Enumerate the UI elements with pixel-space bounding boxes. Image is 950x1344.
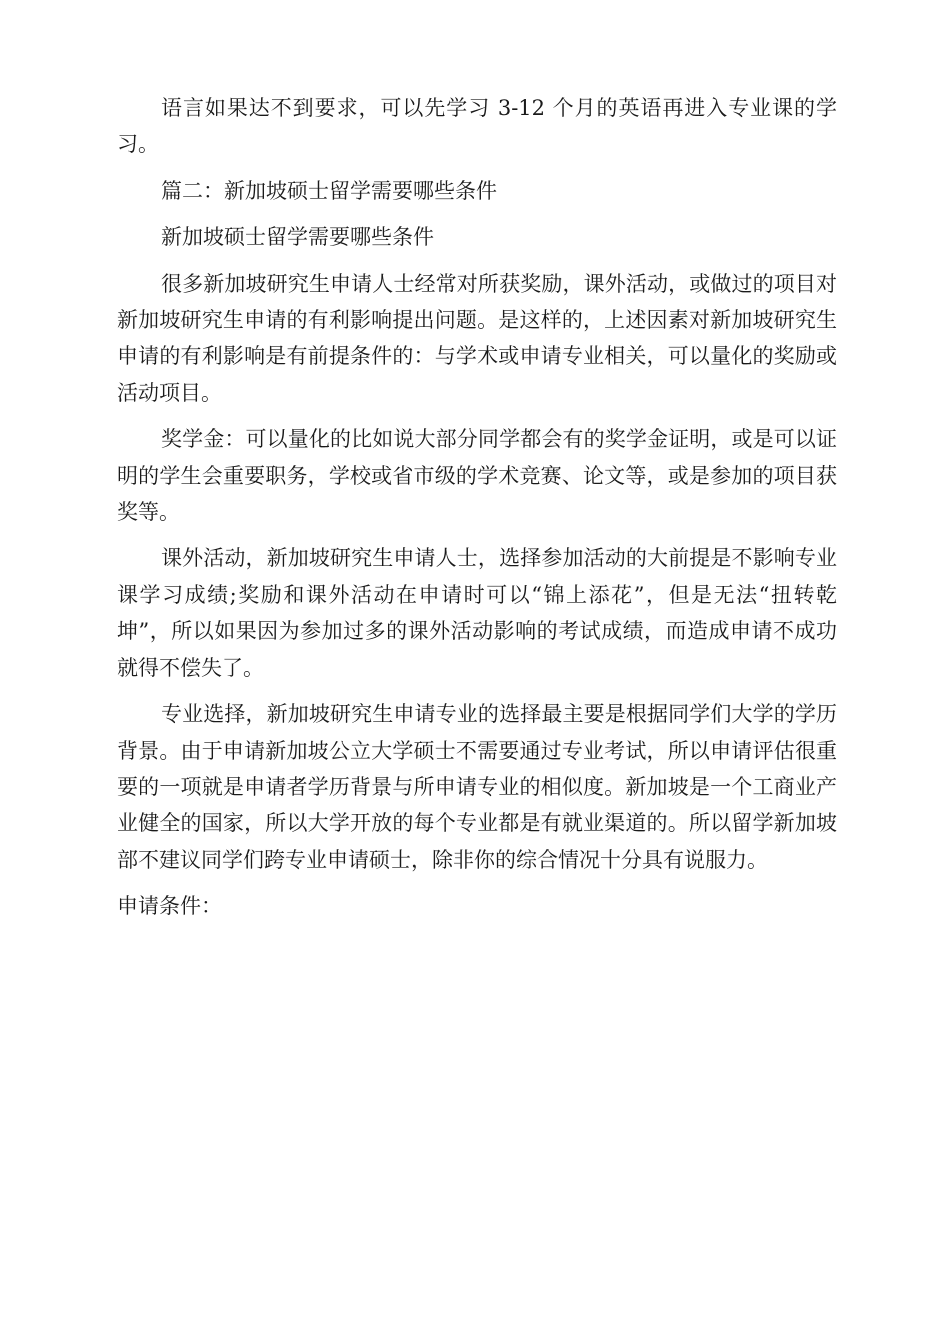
para-subtitle: 新加坡硕士留学需要哪些条件 <box>161 225 434 250</box>
para-intro: 很多新加坡研究生申请人士经常对所获奖励，课外活动，或做过的项目对新加坡研究生申请的有利影响提出问题。是这样的，上述因素对新加坡研究生申请的有利影响是有前提条件的：与学术或申请专业相关，可以量化的奖励或活动项目。 <box>117 271 837 405</box>
para-scholarship: 奖学金：可以量化的比如说大部分同学都会有的奖学金证明，或是可以证明的学生会重要职务，学校或省市级的学术竞赛、论文等，或是参加的项目获奖等。 <box>117 427 837 525</box>
para-major-selection: 专业选择，新加坡研究生申请专业的选择最主要是根据同学们大学的学历背景。由于申请新加坡公立大学硕士不需要通过专业考试，所以申请评估很重要的一项就是申请者学历背景与所申请专业的相似度。新加坡是一个工商业产业健全的国家，所以大学开放的每个专业都是有就业渠道的。所以留学新加坡部不建议同学们跨专业申请硕士，除非你的综合情况十分具有说服力。 <box>117 702 837 872</box>
para-extracurricular: 课外活动，新加坡研究生申请人士，选择参加活动的大前提是不影响专业课学习成绩;奖励和课外活动在申请时可以“锦上添花”，但是无法“扭转乾坤”，所以如果因为参加过多的课外活动影响的考试成绩，而造成申请不成功就得不偿失了。 <box>117 546 837 680</box>
para-language-requirement: 语言如果达不到要求，可以先学习 3-12 个月的英语再进入专业课的学习。 <box>117 96 837 157</box>
document-body <box>117 90 837 935</box>
para-application-conditions: 申请条件： <box>117 894 222 919</box>
para-section-title: 篇二：新加坡硕士留学需要哪些条件 <box>161 178 497 203</box>
